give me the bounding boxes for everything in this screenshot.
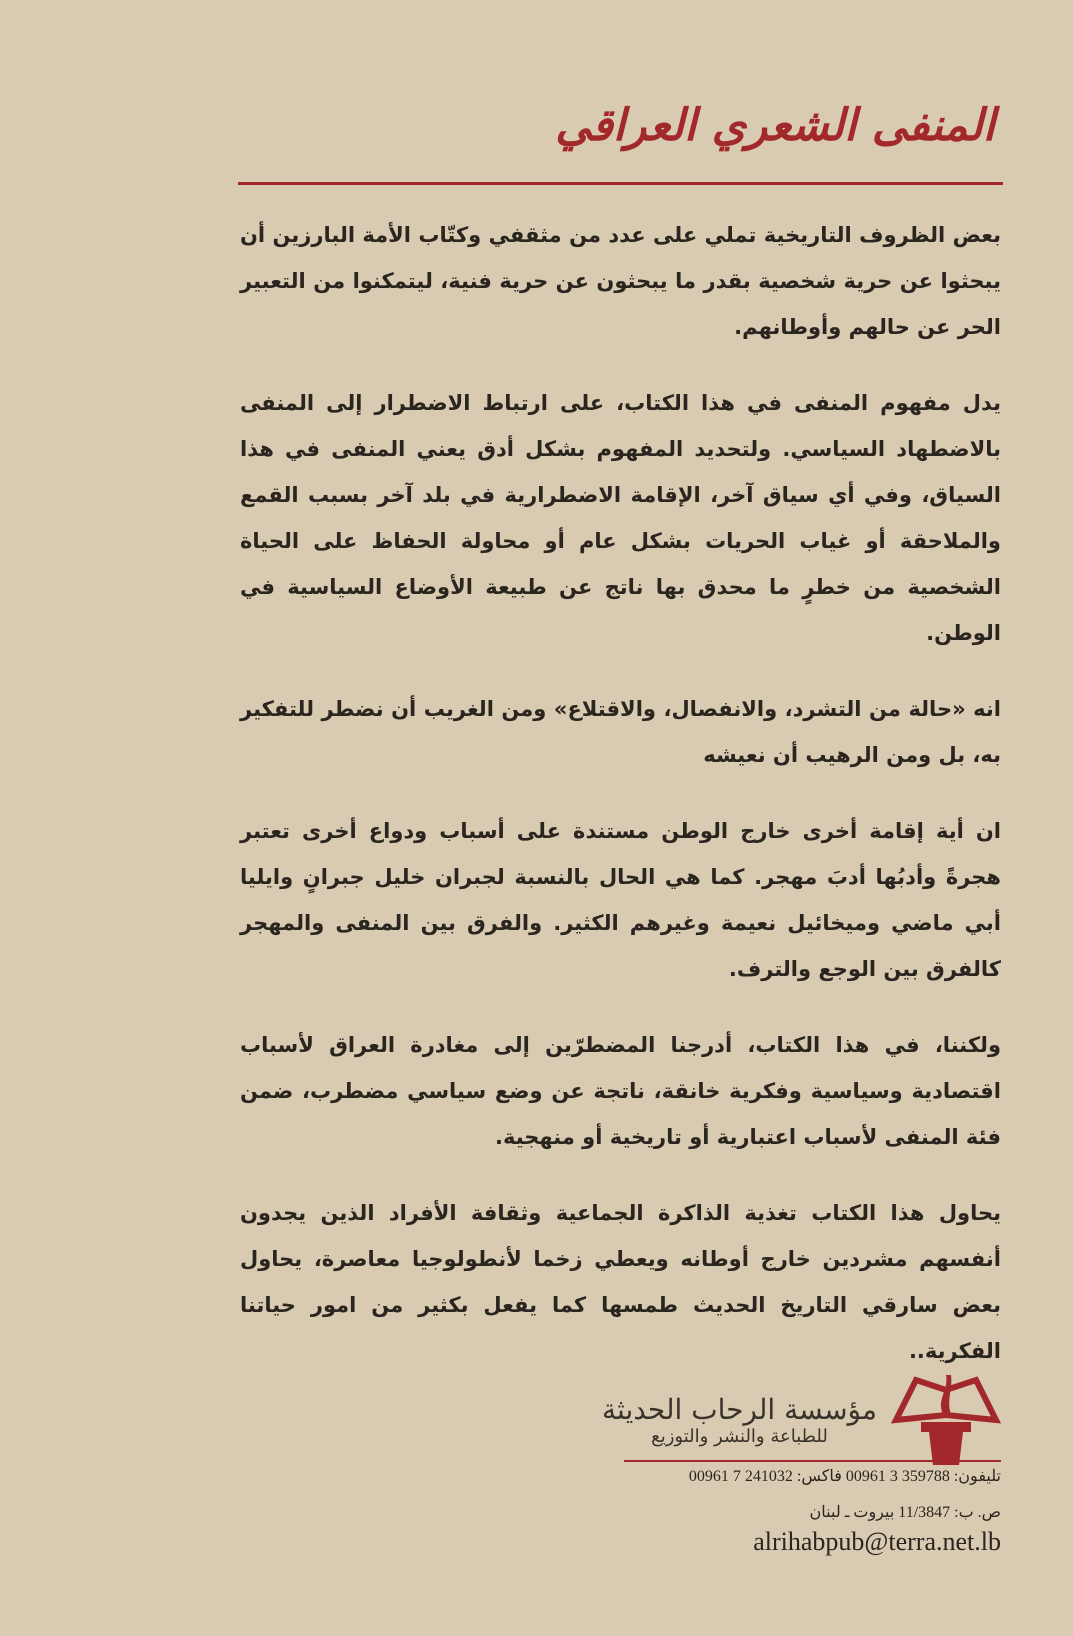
- phone-fax: تليفون: 359788 3 00961 فاكس: 241032 7 00961: [688, 1468, 1001, 1485]
- paragraph: انه «حالة من التشرد، والانفصال، والاقتلاع» ومن الغريب أن نضطر للتفكير به، بل ومن الرهيب أن نعيشه: [240, 697, 1001, 767]
- publisher-name: مؤسسة الرحاب الحديثة: [601, 1393, 877, 1426]
- paragraph: يدل مفهوم المنفى في هذا الكتاب، على ارتباط الاضطرار إلى المنفى بالاضطهاد السياسي. ولتحديد المفهوم بشكل أدق يعني المنفى في هذا السياق، وفي أي سياق آخر، الإقامة الاضطرارية في بلد آخر بسبب القمع والملاحقة أو غياب الحريات بشكل عام أو محاولة الحفاظ على الحياة الشخصية من خطرٍ ما محدق بها ناتج عن طبيعة الأوضاع السياسية في الوطن.: [240, 391, 1001, 645]
- publisher-block: [602, 1370, 1001, 1470]
- paragraph: بعض الظروف التاريخية تملي على عدد من مثقفي وكتّاب الأمة البارزين أن يبحثوا عن حرية شخصية بقدر ما يبحثون عن حرية فنية، ليتمكنوا من التعبير الحر عن حالهم وأوطانهم.: [240, 223, 1001, 339]
- po-box: ص. ب: 11/3847 بيروت ـ لبنان: [809, 1504, 1001, 1521]
- blurb: [240, 212, 1001, 1404]
- book-title: المنفى الشعري العراقي: [555, 100, 995, 151]
- email: alrihabpub@terra.net.lb: [753, 1527, 1001, 1556]
- paragraph: ولكننا، في هذا الكتاب، أدرجنا المضطرّين إلى مغادرة العراق لأسباب اقتصادية وسياسية وفكرية خانقة، ناتجة عن وضع سياسي مضطرب، ضمن فئة المنفى لأسباب اعتبارية أو تاريخية أو منهجية.: [240, 1033, 1001, 1149]
- publisher-divider: [624, 1460, 1001, 1462]
- title-divider: [238, 182, 1003, 185]
- publisher-subtitle: للطباعة والنشر والتوزيع: [651, 1426, 828, 1447]
- publisher-logo-icon: [891, 1370, 1001, 1470]
- paragraph: يحاول هذا الكتاب تغذية الذاكرة الجماعية وثقافة الأفراد الذين يجدون أنفسهم مشردين خارج أوطانه ويعطي زخما لأنطولوجيا معاصرة، يحاول بعض سارقي التاريخ الحديث طمسها كما يفعل بكثير من امور حياتنا الفكرية..: [240, 1201, 1001, 1363]
- paragraph: ان أية إقامة أخرى خارج الوطن مستندة على أسباب ودواع أخرى تعتبر هجرةً وأدبُها أدبَ مهجر. كما هي الحال بالنسبة لجبران خليل جبرانٍ وايليا أبي ماضي وميخائيل نعيمة وغيرهم الكثير. والفرق بين المنفى والمهجر كالفرق بين الوجع والترف.: [240, 819, 1001, 981]
